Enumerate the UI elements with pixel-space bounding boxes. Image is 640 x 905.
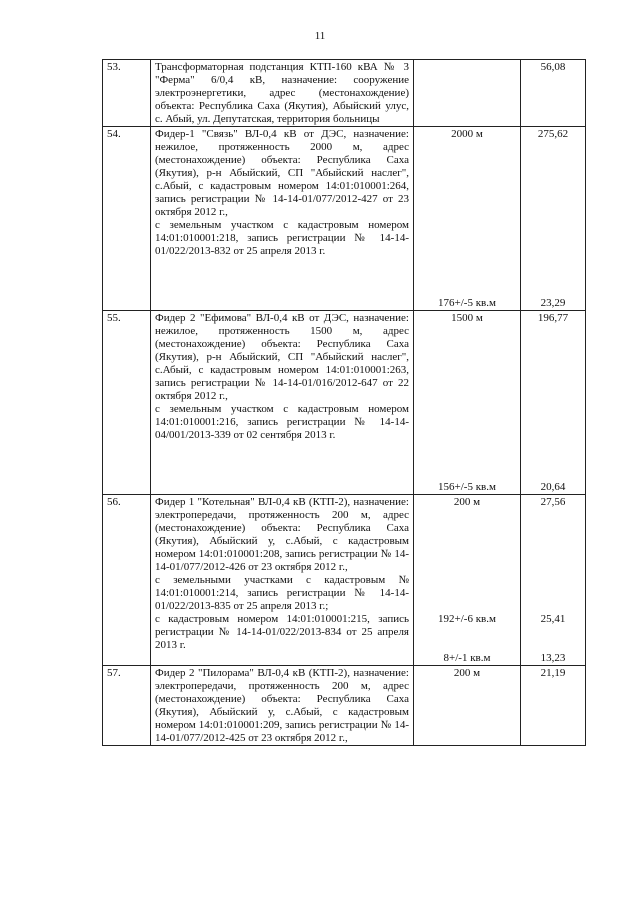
row-number: 57. [103, 666, 151, 746]
description-paragraph: Фидер 2 "Пилорама" ВЛ-0,4 кВ (КТП-2), назначение: электропередачи, протяженность 200 м, адрес (местонахождение) объекта: Республика Саха (Якутия), Абыйский у, с.Абый, с кадастровым номером 14:01:010001:209, запись регистрации № 14-14-01/077/2012-425 от 23 октября 2012 г., [155, 667, 409, 744]
quantity-value [418, 61, 516, 74]
cost-value: 27,56 [540, 496, 566, 508]
quantity-value: 156+/-5 кв.м [438, 481, 496, 493]
cost-value: 56,08 [540, 61, 566, 73]
row-number: 54. [103, 127, 151, 311]
quantity-value: 1500 м [451, 312, 483, 324]
quantity-cell [414, 666, 521, 746]
quantity-cell [414, 60, 521, 127]
cost-value: 25,41 [540, 613, 566, 625]
cost-cell [521, 495, 586, 666]
description-paragraph: с земельным участком с кадастровым номером 14:01:010001:216, запись регистрации № 14-14-04/001/2013-339 от 02 сентября 2013 г. [155, 403, 409, 441]
table-row [103, 666, 586, 746]
object-description [151, 495, 414, 666]
table-row [103, 60, 586, 127]
page-number: 11 [314, 30, 326, 42]
cost-value: 13,23 [540, 652, 566, 664]
object-description [151, 666, 414, 746]
description-paragraph: Фидер 1 "Котельная" ВЛ-0,4 кВ (КТП-2), назначение: электропередачи, протяженность 200 м, адрес (местонахождение) объекта: Республика Саха (Якутия), Абыйский у, с.Абый, с кадастровым номером 14:01:010001:208, запись регистрации № 14-14-01/077/2012-426 от 23 октября 2012 г., [155, 496, 409, 573]
object-description [151, 60, 414, 127]
quantity-cell [414, 311, 521, 495]
quantity-value: 8+/-1 кв.м [443, 652, 491, 664]
table-row [103, 311, 586, 495]
description-paragraph: Трансформаторная подстанция КТП-160 кВА № 3 "Ферма" 6/0,4 кВ, назначение: сооружение электроэнергетики, адрес (местонахождение) объекта: Республика Саха (Якутия), Абыйский улус, с. Абый, ул. Депутатская, территория больницы [155, 61, 409, 125]
cost-cell [521, 127, 586, 311]
description-paragraph: с земельным участком с кадастровым номером 14:01:010001:218, запись регистрации № 14-14-01/022/2013-832 от 25 апреля 2013 г. [155, 219, 409, 257]
description-paragraph: Фидер-1 "Связь" ВЛ-0,4 кВ от ДЭС, назначение: нежилое, протяженность 2000 м, адрес (местонахождение) объекта: Республика Саха (Якутия), р-н Абыйский, СП "Абыйский наслег", с.Абый, с кадастровым номером 14:01:010001:264, запись регистрации № 14-14-01/077/2012-427 от 23 октября 2012 г., [155, 128, 409, 218]
quantity-value: 192+/-6 кв.м [438, 613, 496, 625]
description-paragraph: с земельными участками с кадастровым № 14:01:010001:214, запись регистрации № 14-14-01/022/2013-835 от 25 апреля 2013 г.; [155, 574, 409, 612]
object-description [151, 127, 414, 311]
cost-cell [521, 666, 586, 746]
row-number: 56. [103, 495, 151, 666]
table-row [103, 127, 586, 311]
quantity-value: 200 м [453, 667, 481, 679]
quantity-value: 200 м [453, 496, 481, 508]
cost-value: 275,62 [537, 128, 569, 140]
cost-value: 196,77 [537, 312, 569, 324]
row-number: 53. [103, 60, 151, 127]
row-number: 55. [103, 311, 151, 495]
registry-body [103, 60, 586, 746]
cost-value: 21,19 [540, 667, 566, 679]
quantity-cell [414, 127, 521, 311]
quantity-cell [414, 495, 521, 666]
quantity-value: 2000 м [451, 128, 483, 140]
property-registry-table [102, 59, 586, 746]
cost-cell [521, 60, 586, 127]
cost-value: 23,29 [540, 297, 566, 309]
object-description [151, 311, 414, 495]
description-paragraph: Фидер 2 "Ефимова" ВЛ-0,4 кВ от ДЭС, назначение: нежилое, протяженность 1500 м, адрес (местонахождение) объекта: Республика Саха (Якутия), р-н Абыйский, СП "Абыйский наслег", с.Абый, с кадастровым номером 14:01:010001:263, запись регистрации № 14-14-01/016/2012-647 от 22 октября 2012 г., [155, 312, 409, 402]
description-paragraph: с кадастровым номером 14:01:010001:215, запись регистрации № 14-14-01/022/2013-834 от 25 апреля 2013 г. [155, 613, 409, 651]
table-row [103, 495, 586, 666]
quantity-value: 176+/-5 кв.м [438, 297, 496, 309]
cost-value: 20,64 [540, 481, 566, 493]
cost-cell [521, 311, 586, 495]
